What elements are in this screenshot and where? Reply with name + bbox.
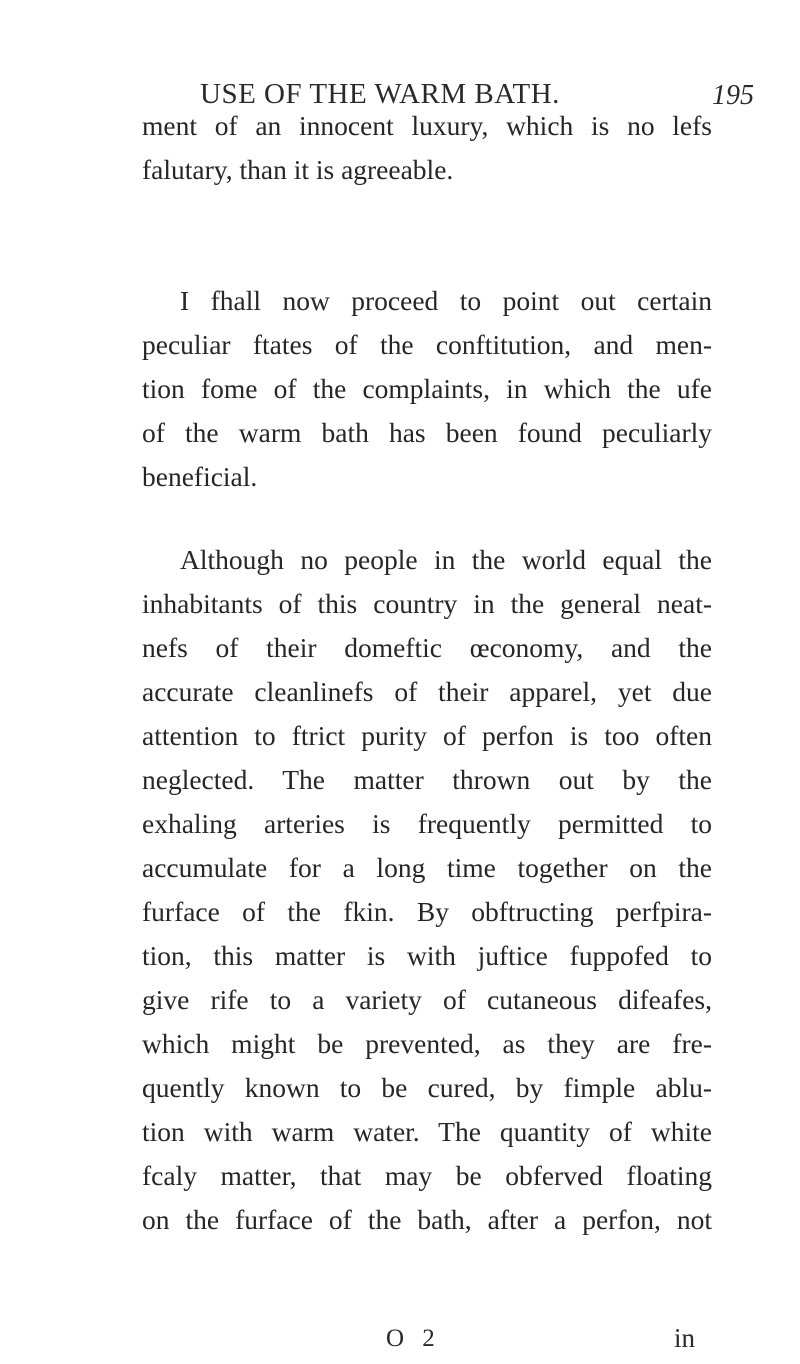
text-line: neglected. The matter thrown out by the: [142, 764, 712, 795]
paragraph-states-of-constitution: [142, 279, 712, 499]
page-footer: [0, 1325, 800, 1361]
page-number: 195: [712, 80, 754, 111]
signature-mark: O 2: [386, 1325, 441, 1352]
text-line: tion, this matter is with juftice fuppofed to: [142, 940, 712, 971]
running-title: USE OF THE WARM BATH.: [200, 78, 560, 110]
text-line: peculiar ftates of the conftitution, and men-: [142, 329, 712, 360]
text-line: quently known to be cured, by fimple ablu-: [142, 1072, 712, 1103]
text-line: accurate cleanlinefs of their apparel, yet due: [142, 676, 712, 707]
text-line: fcaly matter, that may be obferved floating: [142, 1160, 712, 1191]
text-line: on the furface of the bath, after a perfon, not: [142, 1204, 712, 1235]
text-line: beneficial.: [142, 461, 258, 492]
text-line: nefs of their domeftic œconomy, and the: [142, 632, 712, 663]
text-line: I fhall now proceed to point out certain: [180, 285, 712, 316]
text-line: falutary, than it is agreeable.: [142, 154, 454, 185]
text-line: which might be prevented, as they are fre-: [142, 1028, 712, 1059]
paragraph-continuation: [142, 104, 712, 192]
text-line: exhaling arteries is frequently permitted to: [142, 808, 712, 839]
text-line: furface of the fkin. By obftructing perfpira-: [142, 896, 712, 927]
text-line: give rife to a variety of cutaneous difeafes,: [142, 984, 712, 1015]
text-line: accumulate for a long time together on the: [142, 852, 712, 883]
paragraph-cleanliness: [142, 538, 712, 1242]
text-line: tion fome of the complaints, in which the ufe: [142, 373, 712, 404]
text-line: inhabitants of this country in the general neat-: [142, 588, 712, 619]
text-line: Although no people in the world equal the: [180, 544, 712, 575]
text-line: tion with warm water. The quantity of white: [142, 1116, 712, 1147]
catchword: in: [674, 1323, 696, 1353]
text-line: of the warm bath has been found peculiarly: [142, 417, 712, 448]
text-line: ment of an innocent luxury, which is no lefs: [142, 110, 712, 141]
text-line: attention to ftrict purity of perfon is too often: [142, 720, 712, 751]
